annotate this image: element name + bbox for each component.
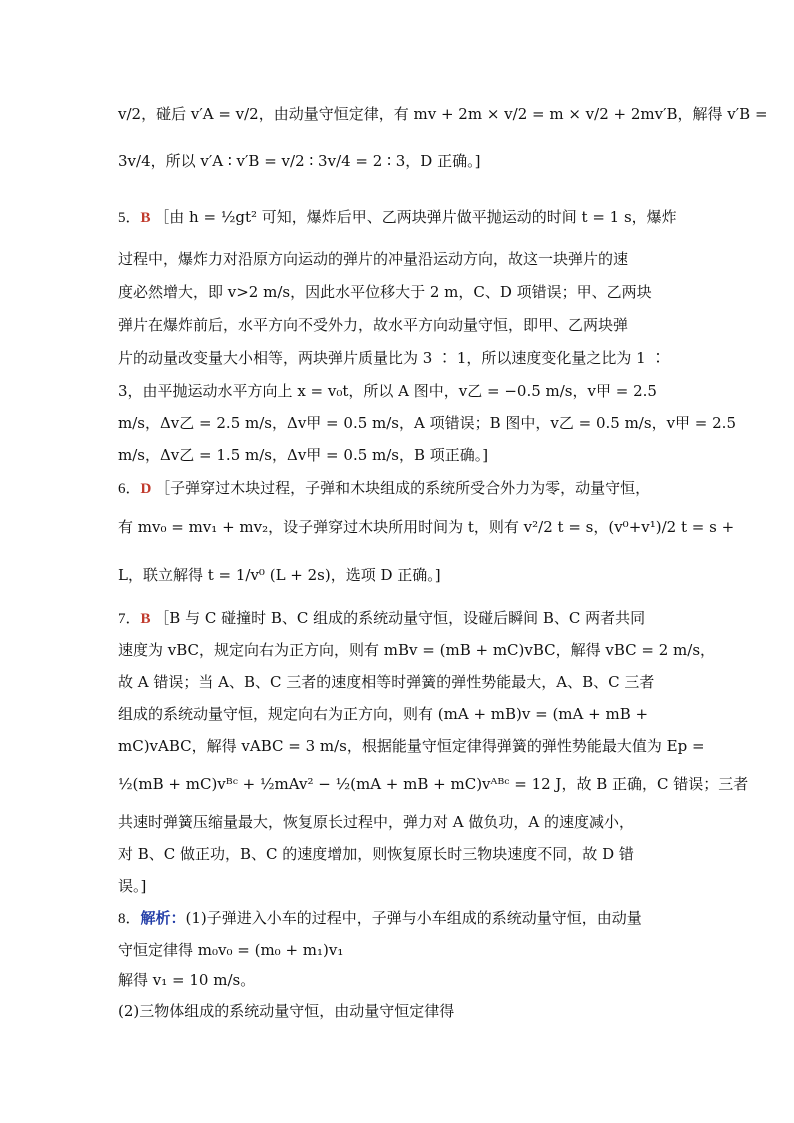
text-line — [118, 207, 678, 228]
line-text: L，联立解得 t = 1/v⁰ (L + 2s)，选项 D 正确。] — [118, 566, 441, 584]
line-text: ［B 与 C 碰撞时 B、C 组成的系统动量守恒，设碰后瞬间 B、C 两者共同 — [154, 609, 646, 627]
question-number: 5． — [118, 210, 141, 226]
line-text: 3v/4，所以 v′A ∶ v′B = v/2 ∶ 3v/4 = 2 ∶ 3，D 正确。] — [118, 152, 481, 170]
text-line — [118, 315, 678, 335]
text-line — [118, 445, 678, 465]
text-line — [118, 774, 749, 794]
text-line — [118, 940, 678, 960]
text-line — [118, 672, 678, 692]
line-text: (2)三物体组成的系统动量守恒，由动量守恒定律得 — [118, 1002, 455, 1020]
text-line — [118, 478, 678, 499]
line-text: 共速时弹簧压缩量最大，恢复原长过程中，弹力对 A 做负功，A 的速度减小， — [118, 813, 634, 831]
line-text: 过程中，爆炸力对沿原方向运动的弹片的冲量沿运动方向，故这一块弹片的速 — [118, 250, 629, 268]
text-line — [118, 517, 735, 537]
text-line — [118, 736, 705, 756]
text-line — [118, 876, 678, 896]
line-text: ½(mB + mC)vᴮᶜ + ½mAv² − ½(mA + mB + mC)vᴬᴮᶜ = 12 J，故 B 正确，C 错误；三者 — [118, 775, 749, 793]
answer-letter: D — [140, 481, 156, 497]
question-number: 6． — [118, 481, 141, 497]
text-line — [118, 908, 678, 929]
analysis-tag: 解析： — [140, 909, 186, 927]
line-text: 速度为 vBC，规定向右为正方向，则有 mBv = (mB + mC)vBC，解得 vBC = 2 m/s， — [118, 641, 716, 659]
line-text: (1)子弹进入小车的过程中，子弹与小车组成的系统动量守恒，由动量 — [185, 909, 642, 927]
line-text: m/s，Δv乙 = 2.5 m/s，Δv甲 = 0.5 m/s，A 项错误；B 图中，v乙 = 0.5 m/s，v甲 = 2.5 — [118, 414, 736, 432]
line-text: ［子弹穿过木块过程，子弹和木块组成的系统所受合外力为零，动量守恒， — [155, 479, 651, 497]
line-text: 解得 v₁ = 10 m/s。 — [118, 971, 256, 989]
text-line — [118, 608, 678, 629]
line-text: 3，由平抛运动水平方向上 x = v₀t，所以 A 图中，v乙 = −0.5 m/s，v甲 = 2.5 — [118, 382, 657, 400]
line-text: v/2，碰后 v′A = v/2，由动量守恒定律，有 mv + 2m × v/2 = m × v/2 + 2mv′B，解得 v′B = — [118, 105, 768, 123]
text-line — [118, 640, 716, 660]
text-line — [118, 282, 678, 302]
question-number: 8． — [118, 911, 141, 927]
text-line — [118, 381, 678, 401]
text-line — [118, 348, 678, 368]
line-text: ［由 h = ½gt² 可知，爆炸后甲、乙两块弹片做平抛运动的时间 t = 1 s，爆炸 — [154, 208, 677, 226]
text-line — [118, 413, 736, 433]
answer-letter: B — [140, 611, 155, 627]
line-text: 组成的系统动量守恒，规定向右为正方向，则有 (mA + mB)v = (mA + mB + — [118, 705, 649, 723]
text-line — [118, 565, 678, 585]
line-text: 误。] — [118, 877, 147, 895]
text-line — [118, 812, 678, 832]
text-line — [118, 249, 678, 269]
text-line — [118, 844, 678, 864]
text-line — [118, 104, 768, 124]
text-line — [118, 970, 678, 990]
line-text: 片的动量改变量大小相等，两块弹片质量比为 3 ∶ 1，所以速度变化量之比为 1 ∶ — [118, 349, 666, 367]
line-text: 弹片在爆炸前后，水平方向不受外力，故水平方向动量守恒，即甲、乙两块弹 — [118, 316, 629, 334]
line-text: 有 mv₀ = mv₁ + mv₂，设子弹穿过木块所用时间为 t，则有 v²/2 t = s，(v⁰+v¹)/2 t = s + — [118, 518, 735, 536]
answer-letter: B — [140, 210, 155, 226]
text-line — [118, 151, 678, 171]
line-text: m/s，Δv乙 = 1.5 m/s，Δv甲 = 0.5 m/s，B 项正确。] — [118, 446, 489, 464]
line-text: 故 A 错误；当 A、B、C 三者的速度相等时弹簧的弹性势能最大，A、B、C 三者 — [118, 673, 655, 691]
line-text: 守恒定律得 m₀v₀ = (m₀ + m₁)v₁ — [118, 941, 344, 959]
line-text: mC)vABC，解得 vABC = 3 m/s，根据能量守恒定律得弹簧的弹性势能最大值为 Ep = — [118, 737, 705, 755]
line-text: 对 B、C 做正功，B、C 的速度增加，则恢复原长时三物块速度不同，故 D 错 — [118, 845, 634, 863]
line-text: 度必然增大，即 v>2 m/s，因此水平位移大于 2 m，C、D 项错误；甲、乙两块 — [118, 283, 652, 301]
text-line — [118, 1001, 678, 1021]
text-line — [118, 704, 678, 724]
question-number: 7． — [118, 611, 141, 627]
